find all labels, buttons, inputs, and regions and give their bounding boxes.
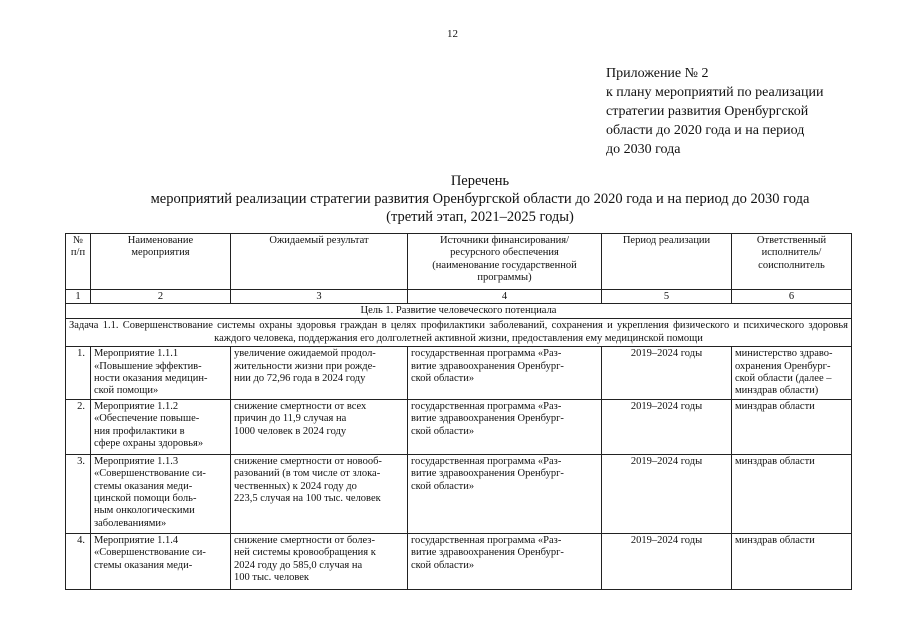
column-number: 1 (66, 290, 91, 304)
cell-line: 1000 человек в 2024 году (234, 425, 347, 437)
period: 2019–2024 годы (602, 454, 732, 533)
cell-line: ской области» (411, 559, 475, 571)
header-text: Наименование (127, 235, 194, 246)
measures-table (65, 233, 852, 590)
header-text: соисполнитель (758, 259, 825, 271)
cell-line: заболеваниями» (94, 517, 167, 529)
measure-name (91, 347, 231, 400)
cell-line: причин до 11,9 случая на (234, 413, 347, 425)
cell-line: министерство здраво- (735, 348, 833, 360)
header-text: (наименование государственной (432, 259, 577, 271)
task-text: Задача 1.1. Совершенствование системы охраны здоровья граждан в целях профилактики заболеваний, сохранения и укрепления физического и психического здоровья каждого человека, поддержания его долголетней активной жизни, предоставления ему медицинской помощи (66, 319, 852, 347)
cell-line: Мероприятие 1.1.2 (94, 400, 179, 412)
cell-line: ней системы кровообращения к (234, 547, 376, 559)
header-cell (231, 234, 408, 290)
cell-line: ской области» (411, 425, 475, 437)
appendix-line: к плану мероприятий по реализации (606, 85, 824, 100)
cell-line: нии до 72,96 года в 2024 году (234, 373, 366, 385)
header-text: № (72, 235, 84, 246)
cell-line: минздрав области (735, 455, 815, 467)
executor (732, 533, 852, 589)
column-number: 4 (408, 290, 602, 304)
header-text: исполнитель/ (761, 247, 822, 259)
expected-result (231, 454, 408, 533)
goal-text: Цель 1. Развитие человеческого потенциала (66, 304, 852, 319)
table-row (66, 533, 852, 589)
header-text: Период реализации (622, 235, 711, 246)
appendix-line: Приложение № 2 (606, 66, 709, 81)
cell-line: ным онкологическими (94, 505, 195, 517)
header-text: Ожидаемый результат (269, 235, 369, 246)
cell-line: сфере охраны здоровья» (94, 438, 204, 450)
row-index: 2. (66, 399, 91, 454)
appendix-line: области до 2020 года и на период (606, 123, 805, 138)
column-number: 3 (231, 290, 408, 304)
header-text: Источники финансирования/ (439, 235, 570, 246)
cell-line: «Совершенствование си- (94, 547, 206, 559)
cell-line: Мероприятие 1.1.1 (94, 348, 179, 360)
funding-source (408, 347, 602, 400)
cell-line: ской помощи» (94, 385, 159, 397)
funding-source (408, 454, 602, 533)
cell-line: минздрав области (735, 534, 815, 546)
cell-line: «Повышение эффектив- (94, 360, 202, 372)
appendix-line: до 2030 года (606, 142, 681, 157)
cell-line: снижение смертности от новооб- (234, 455, 382, 467)
table-header-row (66, 234, 852, 290)
cell-line: государственная программа «Раз- (411, 534, 562, 546)
cell-line: чественных) к 2024 году до (234, 480, 357, 492)
cell-line: витие здравоохранения Оренбург- (411, 547, 564, 559)
cell-line: ской области» (411, 373, 475, 385)
cell-line: Мероприятие 1.1.3 (94, 455, 179, 467)
cell-line: ской области» (411, 480, 475, 492)
executor (732, 347, 852, 400)
expected-result (231, 399, 408, 454)
header-cell (732, 234, 852, 290)
title-line: (третий этап, 2021–2025 годы) (386, 209, 574, 225)
period: 2019–2024 годы (602, 399, 732, 454)
table-row (66, 454, 852, 533)
cell-line: витие здравоохранения Оренбург- (411, 413, 564, 425)
cell-line: государственная программа «Раз- (411, 348, 562, 360)
cell-line: ния профилактики в (94, 425, 185, 437)
measure-name (91, 399, 231, 454)
table-row (66, 347, 852, 400)
header-cell (66, 234, 91, 290)
funding-source (408, 399, 602, 454)
cell-line: 100 тыс. человек (234, 572, 310, 584)
column-number: 6 (732, 290, 852, 304)
cell-line: ности оказания медицин- (94, 373, 208, 385)
cell-line: государственная программа «Раз- (411, 400, 562, 412)
executor (732, 454, 852, 533)
cell-line: государственная программа «Раз- (411, 455, 562, 467)
funding-source (408, 533, 602, 589)
row-index: 4. (66, 533, 91, 589)
column-number: 2 (91, 290, 231, 304)
cell-line: минздрав области (735, 400, 815, 412)
appendix-note (606, 64, 824, 159)
cell-line: витие здравоохранения Оренбург- (411, 468, 564, 480)
cell-line: витие здравоохранения Оренбург- (411, 360, 564, 372)
cell-line: Мероприятие 1.1.4 (94, 534, 179, 546)
header-text: Ответственный (756, 235, 827, 246)
period: 2019–2024 годы (602, 347, 732, 400)
row-index: 3. (66, 454, 91, 533)
measure-name (91, 533, 231, 589)
appendix-line: стратегии развития Оренбургской (606, 104, 809, 119)
header-text: программы) (477, 272, 532, 284)
header-text: ресурсного обеспечения (450, 247, 559, 259)
task-row (66, 319, 852, 347)
goal-row (66, 304, 852, 319)
cell-line: снижение смертности от болез- (234, 534, 375, 546)
column-number: 5 (602, 290, 732, 304)
cell-line: стемы оказания меди- (94, 480, 193, 492)
page-number: 12 (447, 28, 458, 40)
header-cell (602, 234, 732, 290)
expected-result (231, 347, 408, 400)
cell-line: ской области (далее – (735, 373, 832, 385)
cell-line: 2024 году до 585,0 случая на (234, 559, 363, 571)
title-line: Перечень (450, 173, 510, 189)
table-row (66, 399, 852, 454)
header-cell (408, 234, 602, 290)
header-text: мероприятия (131, 247, 190, 259)
header-cell (91, 234, 231, 290)
cell-line: минздрав области) (735, 385, 819, 397)
period: 2019–2024 годы (602, 533, 732, 589)
cell-line: жительности жизни при рожде- (234, 360, 376, 372)
document-title (60, 172, 900, 226)
executor (732, 399, 852, 454)
cell-line: разований (в том числе от злока- (234, 468, 381, 480)
column-number-row (66, 290, 852, 304)
cell-line: «Обеспечение повыше- (94, 413, 200, 425)
cell-line: цинской помощи боль- (94, 493, 197, 505)
cell-line: стемы оказания меди- (94, 559, 193, 571)
cell-line: охранения Оренбург- (735, 360, 831, 372)
cell-line: 223,5 случая на 100 тыс. человек (234, 493, 381, 505)
cell-line: снижение смертности от всех (234, 400, 367, 412)
header-text: п/п (70, 247, 86, 259)
row-index: 1. (66, 347, 91, 400)
title-line: мероприятий реализации стратегии развития Оренбургской области до 2020 года и на период до 2030 года (150, 191, 810, 207)
cell-line: увеличение ожидаемой продол- (234, 348, 376, 360)
measure-name (91, 454, 231, 533)
cell-line: «Совершенствование си- (94, 468, 206, 480)
expected-result (231, 533, 408, 589)
